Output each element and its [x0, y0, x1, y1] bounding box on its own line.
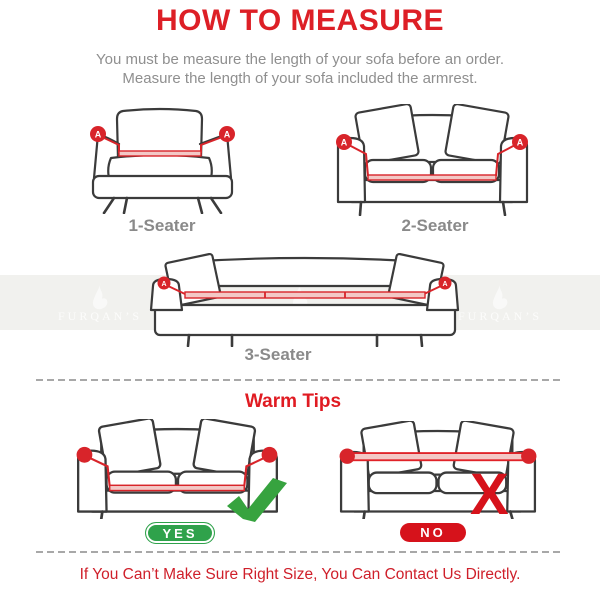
x-mark-icon: X [470, 462, 509, 527]
subtitle-line-1: You must be measure the length of your sofa before an order. [95, 51, 505, 68]
svg-text:A: A [516, 137, 524, 148]
flame-logo-icon [489, 281, 511, 311]
check-mark-icon [227, 477, 289, 522]
one-seater-label: 1-Seater [128, 216, 196, 235]
two-seater-illustration [335, 104, 530, 216]
watermark-brand: FURQAN’S [457, 309, 542, 323]
three-seater-label: 3-Seater [244, 345, 312, 364]
two-seater-label: 2-Seater [401, 216, 469, 235]
watermark-brand: FURQAN’S [57, 309, 142, 323]
no-badge: NO [400, 523, 466, 542]
flame-logo-icon [89, 281, 111, 311]
dashed-divider [36, 379, 564, 381]
warm-tips-title: Warm Tips [244, 391, 342, 412]
svg-text:A: A [223, 129, 231, 140]
subtitle-line-2: Measure the length of your sofa included the armrest. [122, 70, 478, 87]
three-seater-illustration [127, 250, 482, 347]
dashed-divider [36, 551, 564, 553]
svg-text:A: A [340, 137, 348, 148]
yes-badge: YES [145, 522, 215, 544]
svg-text:A: A [161, 281, 167, 288]
page-title: HOW TO MEASURE [155, 4, 445, 37]
svg-text:A: A [442, 281, 448, 288]
footer-note: If You Can’t Make Sure Right Size, You Can Contact Us Directly. [79, 566, 521, 583]
svg-text:A: A [94, 129, 102, 140]
one-seater-illustration [90, 106, 235, 214]
